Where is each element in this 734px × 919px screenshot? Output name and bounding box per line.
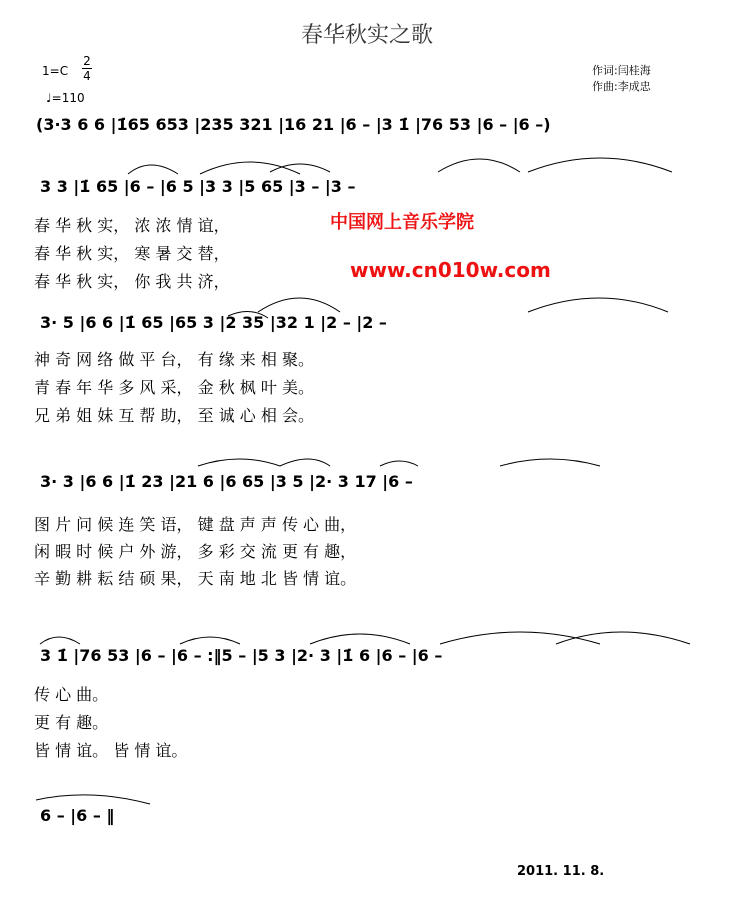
lyric-verse-2: 春 华 秋 实， 寒 暑 交 替， [34, 244, 230, 263]
lyric-verse-1: 神 奇 网 络 做 平 台， 有 缘 来 相 聚。 [34, 350, 314, 369]
watermark-site-name: 中国网上音乐学院 [330, 212, 474, 233]
time-signature-bottom: 4 [83, 69, 91, 83]
notation-line: (3·3 6 6 |1̇65 653 |235 321 |16 21 |6 – |3 1̇ |76 53 |6 – |6 –) [36, 115, 551, 134]
date-stamp: 2011. 11. 8. [517, 864, 605, 879]
lyric-verse-3: 兄 弟 姐 妹 互 帮 助， 至 诚 心 相 会。 [34, 406, 314, 425]
watermark-url: www.cn010w.com [350, 258, 551, 282]
lyric-verse-1: 春 华 秋 实， 浓 浓 情 谊， [34, 216, 230, 235]
notation-line: 6 – |6 – ‖ [40, 806, 115, 825]
lyric-verse-2: 闲 暇 时 候 户 外 游， 多 彩 交 流 更 有 趣， [34, 542, 357, 561]
time-signature-top: 2 [83, 54, 91, 68]
lyric-verse-2: 更 有 趣。 [34, 713, 109, 732]
lyric-verse-3: 辛 勤 耕 耘 结 硕 果， 天 南 地 北 皆 情 谊。 [34, 569, 357, 588]
notation-line: 3 3 |1̇ 65 |6 – |6 5 |3 3 |5 65 |3 – |3 – [40, 177, 356, 196]
song-title: 春华秋实之歌 [300, 23, 433, 48]
quarter-note-icon: ♩ [46, 91, 52, 105]
key-signature: 1=C [42, 64, 69, 78]
lyric-verse-2: 青 春 年 华 多 风 采， 金 秋 枫 叶 美。 [34, 378, 314, 397]
lyric-verse-3: 皆 情 谊。 皆 情 谊。 [34, 741, 188, 760]
lyric-verse-3: 春 华 秋 实， 你 我 共 济， [34, 272, 230, 291]
tempo-value: =110 [51, 91, 85, 105]
notation-line: 3 1̇ |76 53 |6 – |6 – :‖5 – |5 3 |2· 3 |1̇ 6 |6 – |6 – [40, 646, 443, 665]
lyric-verse-1: 传 心 曲。 [34, 685, 109, 704]
notation-line: 3· 5 |6 6 |1̇ 65 |65 3 |2 35 |32 1 |2 – |2 – [40, 313, 387, 332]
composer-credit: 作曲:李成忠 [592, 80, 651, 93]
notation-line: 3· 3 |6 6 |1̇ 23 |21 6 |6 65 |3 5 |2· 3 17 |6 – [40, 472, 413, 491]
lyric-verse-1: 图 片 问 候 连 笑 语， 键 盘 声 声 传 心 曲， [34, 515, 357, 534]
lyricist-credit: 作词:闫桂海 [592, 64, 651, 77]
